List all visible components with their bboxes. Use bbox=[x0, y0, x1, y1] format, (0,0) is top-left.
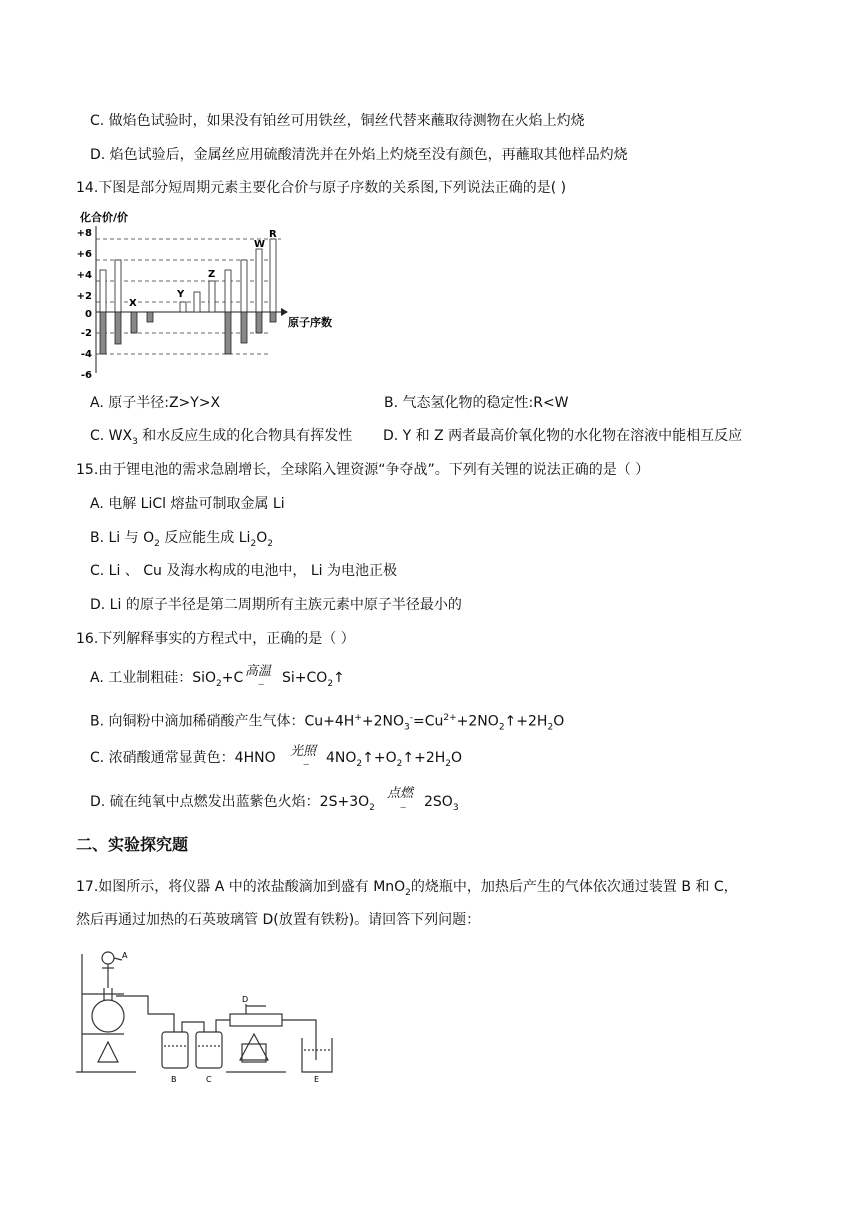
q14-option-c: C. $WX_3$ 和水反应生成的化合物具有挥发性 bbox=[90, 428, 353, 447]
q14-option-d: D. Y 和 Z 两者最高价氧化物的水化物在溶液中能相互反应 bbox=[383, 428, 743, 444]
label-c: C bbox=[206, 1075, 212, 1084]
q14-option-b: B. 气态氢化物的稳定性:R<W bbox=[384, 395, 569, 411]
q16-c-arrow: ‒ bbox=[303, 759, 310, 770]
ytick-0: 0 bbox=[85, 309, 92, 320]
q17-apparatus-diagram bbox=[76, 944, 346, 1086]
q16-d-condition: 点燃 bbox=[387, 786, 414, 801]
label-r: R bbox=[269, 229, 277, 240]
q14-valence-chart bbox=[76, 208, 366, 380]
q15-stem: 15.由于锂电池的需求急剧增长，全球陷入锂资源“争夺战”。下列有关锂的说法正确的是（ ） bbox=[76, 462, 650, 478]
label-d: D bbox=[242, 995, 249, 1004]
q16-option-a: A. 工业制粗硅：SiO$_2$+C bbox=[90, 670, 244, 689]
q17-line2: 然后再通过加热的石英玻璃管 D(放置有铁粉)。请回答下列问题： bbox=[76, 912, 481, 928]
label-w: W bbox=[254, 239, 266, 250]
chart-xlabel: 原子序数 bbox=[288, 316, 332, 329]
q16-d-arrow: ‒ bbox=[400, 802, 407, 813]
q16-a-condition: 高温 bbox=[245, 664, 272, 679]
q14-option-a: A. 原子半径:Z>Y>X bbox=[90, 395, 221, 411]
q16-a-products: $Si+CO_2↑$ bbox=[282, 670, 345, 689]
q16-stem: 16.下列解释事实的方程式中，正确的是（ ） bbox=[76, 631, 355, 647]
q15-option-a: A. 电解 LiCl 熔盐可制取金属 Li bbox=[90, 496, 285, 512]
ytick-2: +2 bbox=[76, 291, 92, 302]
label-e: E bbox=[314, 1075, 320, 1084]
q15-option-d: D. Li 的原子半径是第二周期所有主族元素中原子半径最小的 bbox=[90, 597, 462, 613]
section-title: 二、实验探究题 bbox=[76, 835, 189, 854]
ytick-8: +8 bbox=[76, 228, 92, 239]
q15-option-c: C. Li 、 Cu 及海水构成的电池中， Li 为电池正极 bbox=[90, 563, 397, 579]
q16-c-condition: 光照 bbox=[290, 744, 317, 759]
ytick-4: +4 bbox=[76, 270, 92, 281]
ytick-neg4: -4 bbox=[80, 349, 92, 360]
label-x: X bbox=[129, 298, 137, 309]
q13-option-d: D. 焰色试验后，金属丝应用硫酸清洗并在外焰上灼烧至没有颜色，再蘸取其他样品灼烧 bbox=[90, 147, 628, 163]
label-b: B bbox=[171, 1075, 177, 1084]
label-a: A bbox=[122, 951, 128, 960]
ytick-6: +6 bbox=[76, 249, 92, 260]
chart-ylabel: 化合价/价 bbox=[80, 211, 129, 224]
q16-d-products: $2SO_3$ bbox=[424, 794, 459, 813]
ytick-neg2: -2 bbox=[80, 328, 92, 339]
q16-option-c: C. 浓硝酸通常显黄色：4HNO bbox=[90, 750, 276, 766]
ytick-neg6: -6 bbox=[80, 370, 92, 380]
label-z: Z bbox=[208, 269, 216, 280]
q16-option-b: B. 向铜粉中滴加稀硝酸产生气体：$Cu+4H^++2NO_3^-=Cu^{2+}+2NO_2↑+2H_2O$ bbox=[90, 713, 565, 733]
q14-stem: 14.下图是部分短周期元素主要化合价与原子序数的关系图,下列说法正确的是( ) bbox=[76, 180, 567, 196]
q15-option-b: B. Li 与 $O_2$ 反应能生成 $Li_2O_2$ bbox=[90, 530, 273, 549]
q17-line1: 17.如图所示，将仪器 A 中的浓盐酸滴加到盛有 MnO$_2$的烧瓶中，加热后产生的气体依次通过装置 B 和 C， bbox=[76, 879, 738, 898]
q16-option-d: D. 硫在纯氧中点燃发出蓝紫色火焰：$2S+3O_2$ bbox=[90, 794, 375, 813]
q16-c-products: $4NO_2↑+O_2↑+2H_2O$ bbox=[326, 750, 463, 769]
q16-a-arrow: ‒ bbox=[258, 679, 265, 690]
label-y: Y bbox=[177, 289, 185, 300]
q13-option-c: C. 做焰色试验时，如果没有铂丝可用铁丝，铜丝代替来蘸取待测物在火焰上灼烧 bbox=[90, 113, 585, 129]
